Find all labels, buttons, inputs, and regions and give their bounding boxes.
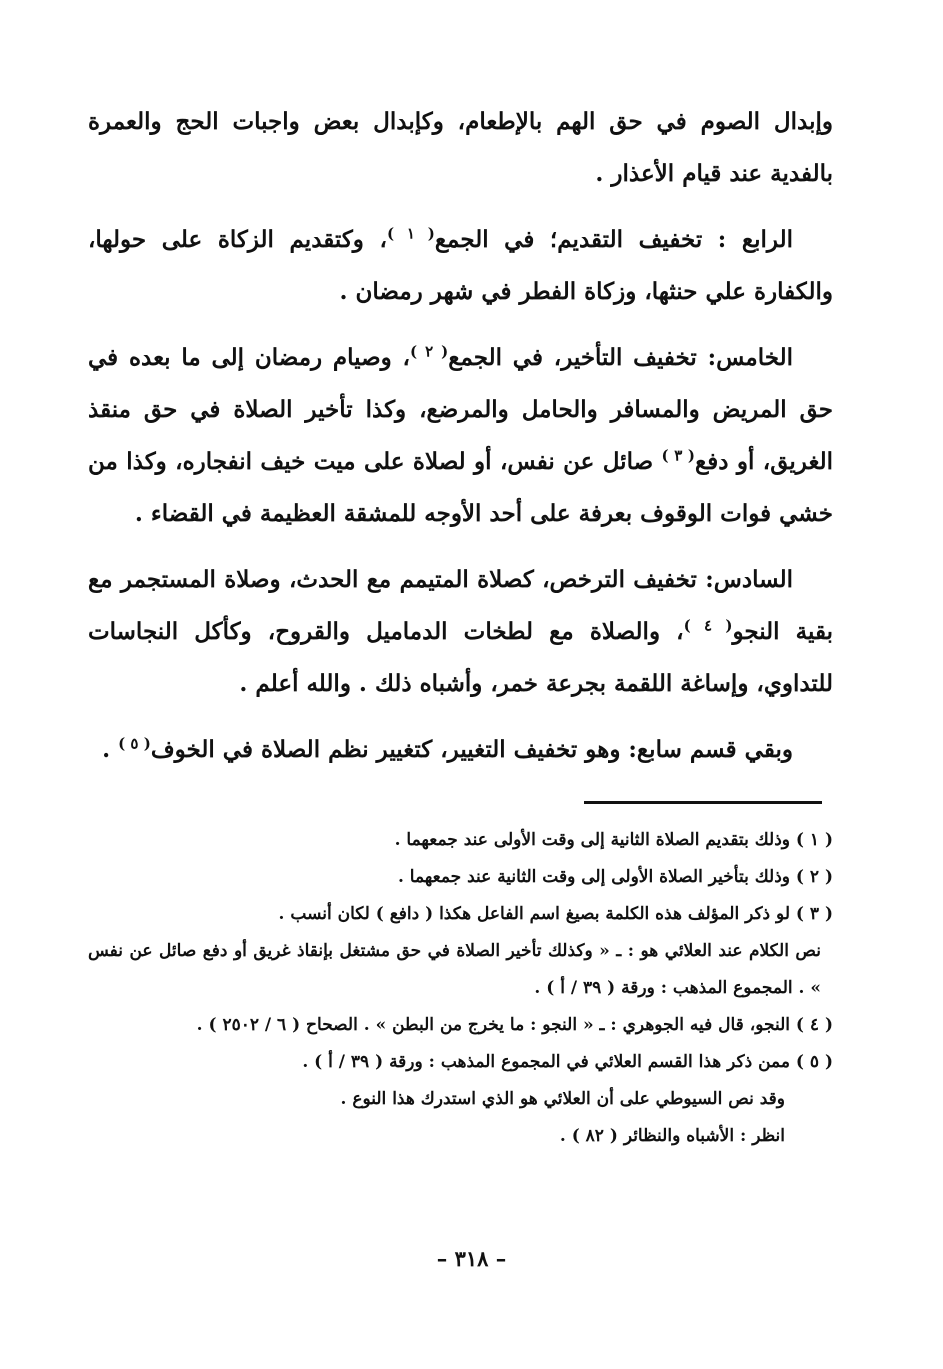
footnote-2: ( ٢ ) وذلك بتأخير الصلاة الأولى إلى وقت الثانية عند جمعهما . <box>397 867 833 887</box>
footnote-ref-1[interactable]: ( ١ ) <box>386 224 435 243</box>
paragraph-text: ، والصلاة مع لطخات الدماميل والقروح، وكأكل النجاسات للتداوي، وإساغة اللقمة بجرعة خمر، وأشباه ذلك . والله أعلم . <box>88 618 833 697</box>
footnote-5-reference: انظر : الأشباه والنظائر ( ٨٢ ) . <box>559 1126 785 1146</box>
footnotes <box>88 822 833 1155</box>
paragraph-7th-type <box>88 724 833 776</box>
paragraph-text: الخامس: تخفيف التأخير، في الجمع <box>448 344 793 371</box>
footnote-5-continuation: وقد نص السيوطي على أن العلائي هو الذي استدرك هذا النوع . <box>340 1089 785 1109</box>
paragraph-1 <box>88 96 833 200</box>
paragraph-text: الرابع : تخفيف التقديم؛ في الجمع <box>434 226 793 253</box>
page-number: – ٣١٨ – <box>436 1246 507 1271</box>
footnote-ref-3[interactable]: ( ٣ ) <box>661 446 696 465</box>
footnote-3-continuation: نص الكلام عند العلائي هو : ـ « وكذلك تأخير الصلاة في حق مشتغل بإنقاذ غريق أو دفع صائل عن نفس » . المجموع المذهب : ورقة ( ٣٩ / أ ) . <box>88 941 821 998</box>
paragraph-text: وبقي قسم سابع: وهو تخفيف التغيير، كتغيير نظم الصلاة في الخوف <box>150 736 793 763</box>
paragraph-text: صائل عن نفس، أو لصلاة على ميت خيف انفجاره، وكذا من خشي فوات الوقوف بعرفة على أحد الأوجه للمشقة العظيمة في القضاء . <box>88 448 833 527</box>
footnote-ref-2[interactable]: ( ٢ ) <box>409 342 449 361</box>
footnote-3: ( ٣ ) لو ذكر المؤلف هذه الكلمة بصيغ اسم الفاعل هكذا ( دافع ) لكان أنسب . <box>278 904 833 924</box>
main-text <box>88 96 833 790</box>
paragraph-text: . <box>102 736 119 763</box>
footnote-ref-5[interactable]: ( ٥ ) <box>118 734 151 753</box>
footnote-4: ( ٤ ) النجو، قال فيه الجوهري : ـ « النجو : ما يخرج من البطن » . الصحاح ( ٦ / ٢٥٠٢ ) . <box>196 1015 833 1035</box>
paragraph-1-text: وإبدال الصوم في حق الهم بالإطعام، وكإبدال بعض واجبات الحج والعمرة بالفدية عند قيام الأعذار . <box>88 108 833 187</box>
footnote-ref-4[interactable]: ( ٤ ) <box>683 616 733 635</box>
footnote-5: ( ٥ ) ممن ذكر هذا القسم العلائي في المجموع المذهب : ورقة ( ٣٩ / أ ) . <box>302 1052 833 1072</box>
paragraph-text: ، وكتقديم الزكاة على حولها، والكفارة علي حنثها، وزكاة الفطر في شهر رمضان . <box>88 226 833 305</box>
paragraph-6th-type <box>88 554 833 710</box>
footnote-1: ( ١ ) وذلك بتقديم الصلاة الثانية إلى وقت الأولى عند جمعهما . <box>394 830 833 850</box>
paragraph-text: ، وصيام رمضان إلى ما بعده في حق المريض والمسافر والحامل والمرضع، وكذا تأخير الصلاة في حق منقذ الغريق، أو دفع <box>88 344 833 475</box>
paragraph-5th-type <box>88 332 833 540</box>
paragraph-text: السادس: تخفيف الترخص، كصلاة المتيمم مع الحدث، وصلاة المستجمر مع بقية النجو <box>88 566 833 645</box>
paragraph-4th-type <box>88 214 833 318</box>
footnote-separator <box>584 801 822 804</box>
